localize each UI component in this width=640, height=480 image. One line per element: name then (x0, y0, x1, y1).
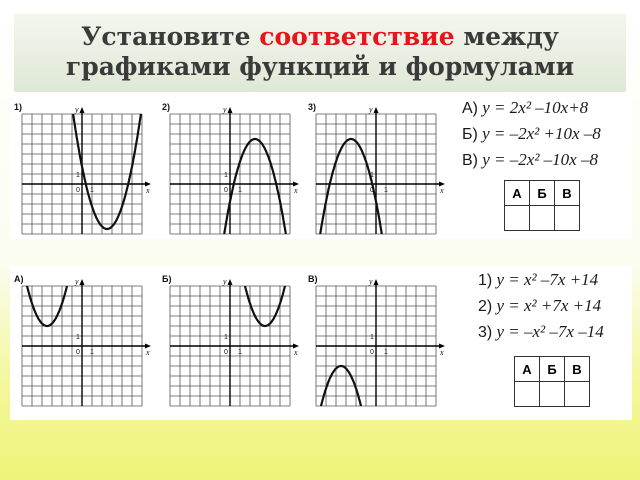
bottom-graph-a (12, 272, 157, 412)
graph-label: 2) (162, 102, 171, 112)
title-line1-after: между (454, 22, 559, 51)
y-tick-one: 1 (76, 172, 80, 179)
title-line2: графиками функций и формулами (65, 52, 575, 81)
top-answer-cell-v[interactable] (555, 206, 580, 231)
y-axis-arrow (80, 107, 85, 113)
y-axis-arrow (374, 107, 379, 113)
bottom-formula-1 (478, 270, 598, 290)
bottom-answer-table (514, 356, 590, 407)
bottom-answer-cell-v[interactable] (565, 382, 590, 407)
x-axis-label: x (440, 186, 444, 195)
y-tick-one: 1 (76, 334, 80, 341)
x-tick-one: 1 (384, 187, 388, 194)
graph-label: А) (14, 274, 24, 284)
graph-label: 3) (308, 102, 317, 112)
y-axis-arrow (374, 279, 379, 285)
y-axis-arrow (228, 279, 233, 285)
top-formula-a (462, 98, 588, 118)
origin-label: 0 (76, 187, 80, 194)
bottom-formula-1-text: y = x² –7x +14 (496, 270, 599, 289)
y-axis-arrow (228, 107, 233, 113)
x-axis-label: x (146, 186, 150, 195)
y-axis-arrow (80, 279, 85, 285)
x-axis-label: x (294, 186, 298, 195)
top-answer-table (504, 180, 580, 231)
bottom-formula-2-text: y = x² +7x +14 (496, 296, 602, 315)
top-answer-header-b: Б (530, 181, 555, 206)
x-tick-one: 1 (90, 349, 94, 356)
y-tick-one: 1 (224, 334, 228, 341)
graph-label: В) (308, 274, 318, 284)
y-axis-label: y (75, 277, 79, 286)
y-tick-one: 1 (370, 172, 374, 179)
title-line1-before: Установите (81, 22, 260, 51)
top-formula-a-label: А) (462, 100, 478, 117)
bottom-formula-2 (478, 296, 601, 316)
y-axis-label: y (223, 277, 227, 286)
x-axis-label: x (294, 348, 298, 357)
bottom-formula-3 (478, 322, 604, 342)
y-axis-label: y (369, 277, 373, 286)
origin-label: 0 (370, 187, 374, 194)
top-answer-cell-a[interactable] (505, 206, 530, 231)
top-formula-v (462, 150, 598, 170)
top-graph-1 (12, 100, 157, 236)
y-axis-label: y (369, 105, 373, 114)
title-band (14, 14, 626, 92)
bottom-answer-header-a: А (515, 357, 540, 382)
bottom-formula-1-label: 1) (478, 272, 493, 289)
y-tick-one: 1 (224, 172, 228, 179)
top-graph-2 (160, 100, 305, 236)
top-formula-v-text: y = –2x² –10x –8 (482, 150, 598, 169)
bottom-answer-header-b: Б (540, 357, 565, 382)
y-tick-one: 1 (370, 334, 374, 341)
bottom-graph-v (306, 272, 451, 412)
y-axis-label: y (75, 105, 79, 114)
origin-label: 0 (76, 349, 80, 356)
title-accent-word: соответствие (259, 22, 455, 51)
x-tick-one: 1 (238, 187, 242, 194)
top-formula-b-label: Б) (462, 126, 478, 143)
bottom-answer-cell-a[interactable] (515, 382, 540, 407)
top-graph-3 (306, 100, 451, 236)
x-axis-label: x (440, 348, 444, 357)
bottom-formula-2-label: 2) (478, 298, 493, 315)
origin-label: 0 (224, 187, 228, 194)
top-answer-header-a: А (505, 181, 530, 206)
x-tick-one: 1 (384, 349, 388, 356)
graph-label: Б) (162, 274, 172, 284)
x-tick-one: 1 (90, 187, 94, 194)
x-axis-label: x (146, 348, 150, 357)
x-tick-one: 1 (238, 349, 242, 356)
top-answer-cell-b[interactable] (530, 206, 555, 231)
y-axis-label: y (223, 105, 227, 114)
bottom-answer-cell-b[interactable] (540, 382, 565, 407)
graph-label: 1) (14, 102, 23, 112)
bottom-graph-b (160, 272, 305, 412)
origin-label: 0 (370, 349, 374, 356)
bottom-answer-header-v: В (565, 357, 590, 382)
bottom-formula-3-text: y = –x² –7x –14 (496, 322, 604, 341)
top-answer-header-v: В (555, 181, 580, 206)
top-formula-b (462, 124, 601, 144)
origin-label: 0 (224, 349, 228, 356)
top-formula-a-text: y = 2x² –10x+8 (482, 98, 589, 117)
top-formula-v-label: В) (462, 152, 478, 169)
bottom-formula-3-label: 3) (478, 324, 493, 341)
top-formula-b-text: y = –2x² +10x –8 (482, 124, 601, 143)
slide-title (14, 22, 626, 82)
